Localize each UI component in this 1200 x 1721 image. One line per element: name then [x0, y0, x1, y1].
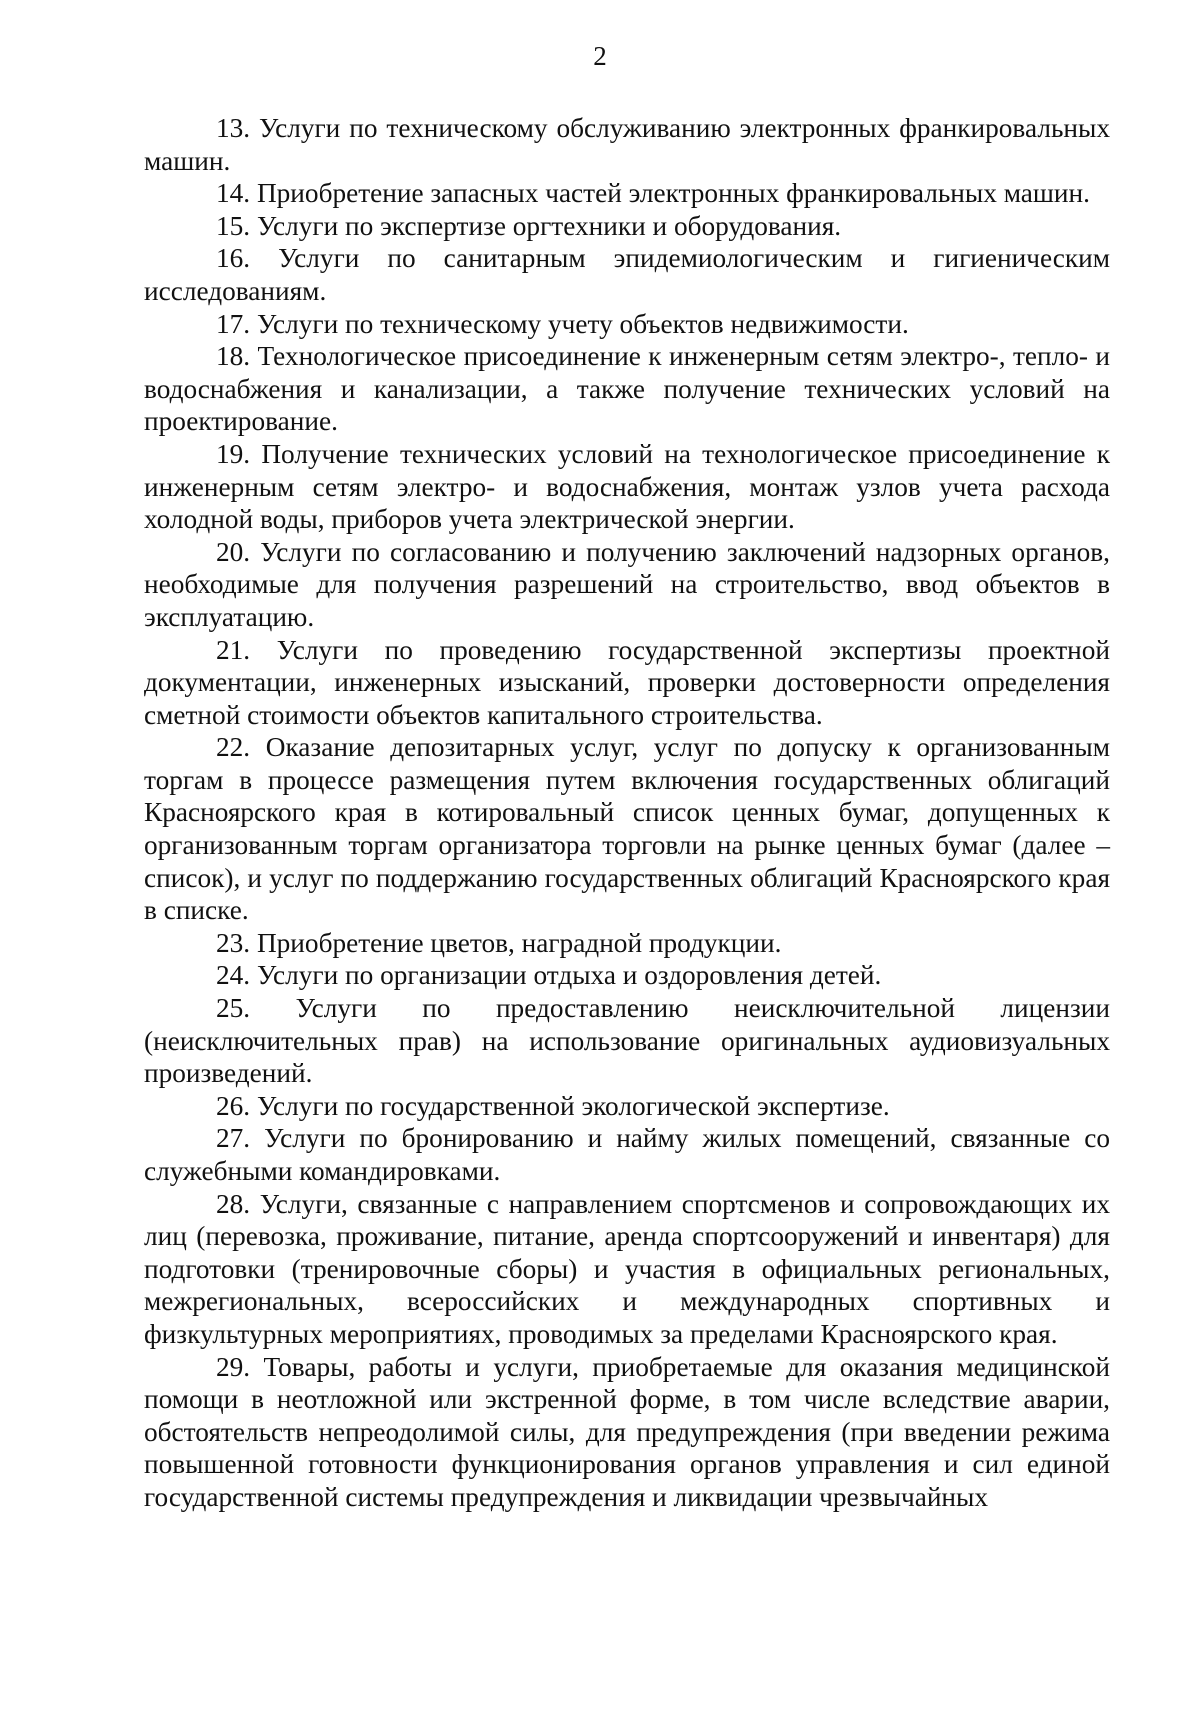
list-item: 17. Услуги по техническому учету объектов недвижимости. — [216, 308, 909, 339]
list-item: 27. Услуги по бронированию и найму жилых помещений, связанные со служебными командировками. — [144, 1123, 1110, 1186]
list-item: 28. Услуги, связанные с направлением спортсменов и сопровождающих их лиц (перевозка, проживание, питание, аренда спортсооружений и инвентаря) для подготовки (тренировочные сборы) и участия в официальных региональных, межрегиональных, всероссийских и международных спортивных и физкультурных мероприятиях, проводимых за пределами Красноярского края. — [144, 1188, 1110, 1349]
document-body — [144, 112, 1110, 1514]
list-item: 21. Услуги по проведению государственной экспертизы проектной документации, инженерных изысканий, проверки достоверности определения сметной стоимости объектов капитального строительства. — [144, 634, 1110, 730]
list-item: 15. Услуги по экспертизе оргтехники и оборудования. — [216, 210, 842, 241]
list-item: 22. Оказание депозитарных услуг, услуг по допуску к организованным торгам в процессе размещения путем включения государственных облигаций Красноярского края в котировальный список ценных бумаг, допущенных к организованным торгам организатора торговли на рынке ценных бумаг (далее – список), и услуг по поддержанию государственных облигаций Красноярского края в списке. — [144, 732, 1110, 926]
list-item: 20. Услуги по согласованию и получению заключений надзорных органов, необходимые для получения разрешений на строительство, ввод объектов в эксплуатацию. — [144, 536, 1110, 632]
list-item: 19. Получение технических условий на технологическое присоединение к инженерным сетям электро- и водоснабжения, монтаж узлов учета расхода холодной воды, приборов учета электрической энергии. — [144, 438, 1110, 535]
list-item: 23. Приобретение цветов, наградной продукции. — [216, 927, 782, 958]
list-item: 16. Услуги по санитарным эпидемиологическим и гигиеническим исследованиям. — [144, 243, 1110, 306]
list-item: 24. Услуги по организации отдыха и оздоровления детей. — [216, 960, 882, 991]
list-item: 29. Товары, работы и услуги, приобретаемые для оказания медицинской помощи в неотложной или экстренной форме, в том числе вследствие аварии, обстоятельств непреодолимой силы, для предупреждения (при введении режима повышенной готовности функционирования органов управления и сил единой государственной системы предупреждения и ликвидации чрезвычайных — [144, 1351, 1110, 1512]
list-item: 18. Технологическое присоединение к инженерным сетям электро-, тепло- и водоснабжения и канализации, а также получение технических условий на проектирование. — [144, 341, 1110, 437]
list-item: 25. Услуги по предоставлению неисключительной лицензии (неисключительных прав) на использование оригинальных аудиовизуальных произведений. — [144, 993, 1110, 1089]
list-item: 26. Услуги по государственной экологической экспертизе. — [216, 1090, 890, 1121]
list-item: 13. Услуги по техническому обслуживанию электронных франкировальных машин. — [144, 113, 1110, 176]
list-item: 14. Приобретение запасных частей электронных франкировальных машин. — [216, 178, 1090, 209]
page-number: 2 — [593, 41, 607, 71]
